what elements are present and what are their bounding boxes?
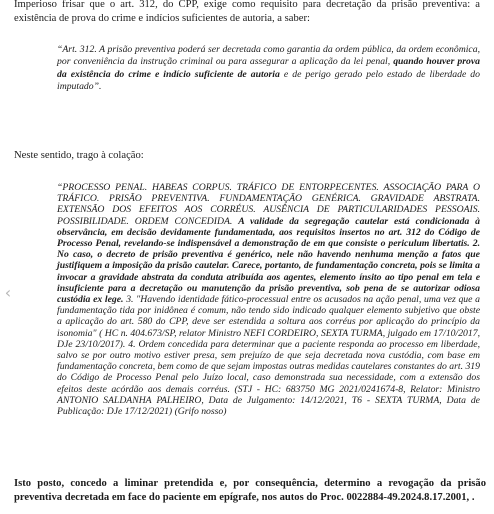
quote-312-text-end: e de perigo gerado pelo estado de liberdade do imputado”. bbox=[57, 68, 480, 93]
lead-in-text: Neste sentido, trago à colação: bbox=[14, 150, 144, 161]
intro-paragraph: Imperioso frisar que o art. 312, do CPP, exige como requisito para decretação da prisão preventiva: a existência de prova do crime e indícios suficientes de autoria, a saber: bbox=[14, 0, 480, 24]
jurisprudence-headnote: “PROCESSO PENAL. HABEAS CORPUS. TRÁFICO DE ENTORPECENTES. ASSOCIAÇÃO PARA O TRÁFICO. PRISÃO PREVENTIVA. FUNDAMENTAÇÃO GENÉRICA. GRAVIDADE ABSTRATA. EXTENSÃO DOS EFEITOS AOS CORRÉUS. AUSÊNCIA DE PARTICULARIDADES PESSOAIS. POSSIBILIDADE. ORDEM CONCEDIDA. bbox=[57, 182, 480, 227]
quote-312-text: “Art. 312. A prisão preventiva poderá ser decretada como garantia da ordem pública, da ordem econômica, por conveniência da instrução criminal ou para assegurar a aplicação da lei penal, bbox=[57, 44, 480, 68]
jurisprudence-emphasis: A validade da segregação cautelar está condicionada à observância, em decisão devidamente fundamentada, aos requisitos insertos no art. 312 do Código de Processo Penal, revelando-se indispensável a demonstração de em que consiste o periculum libertatis. 2. No caso, o decreto de prisão preventiva é genérico, nele não havendo nenhuma menção a fatos que justifiquem a imposição da prisão cautelar. Carece, portanto, de fundamentação concreta, pois se limita a invocar a gravidade abstrata da conduta atribuída aos agentes, elemento ínsito ao tipo penal em tela e insuficiente para a decretação ou manutenção da prisão preventiva, sob pena de se autorizar odiosa custódia ex lege. bbox=[57, 215, 480, 306]
article-312-quote bbox=[57, 44, 480, 94]
jurisprudence-body: 3. "Havendo identidade fático-processual entre os acusados na ação penal, uma vez que a fundamentação tida por inidônea é comum, não tendo sido indicado qualquer elemento subjetivo que obste a aplicação do art. 580 do CPP, deve ser estendida a soltura aos corréus por aplicação do princípio da isonomia" ( HC n. 404.673/SP, relator Ministro NEFI CORDEIRO, SEXTA TURMA, julgado em 17/10/2017, DJe 23/10/2017). 4. Ordem concedida para determinar que a paciente responda ao processo em liberdade, salvo se por outro motivo estiver presa, sem prejuízo de que seja decretada nova custódia, com base em fundamentação concreta, bem como de que sejam impostas outras medidas cautelares constantes do art. 319 do Código de Processo Penal pelo Juízo local, caso demonstrada sua necessidade, com a extensão dos efeitos deste acórdão aos demais corréus. (STJ - HC: 683750 MG 2021/0241674-8, Relator: Ministro ANTONIO SALDANHA PALHEIRO, Data de Julgamento: 14/12/2021, T6 - SEXTA TURMA, Data de Publicação: DJe 17/12/2021) (Grifo nosso) bbox=[57, 294, 480, 418]
chevron-left-icon[interactable]: ‹ bbox=[4, 283, 12, 302]
jurisprudence-quote bbox=[57, 182, 480, 417]
quote-312-emphasis: quando houver prova da existência do crime e indício suficiente de autoria bbox=[57, 56, 480, 80]
decision-paragraph: Isto posto, concedo a liminar pretendida e, por consequência, determino a revogação da prisão preventiva decretada em face do paciente em epígrafe, nos autos do Proc. 0022884-49.2024.8.17.2001, . bbox=[14, 478, 486, 503]
